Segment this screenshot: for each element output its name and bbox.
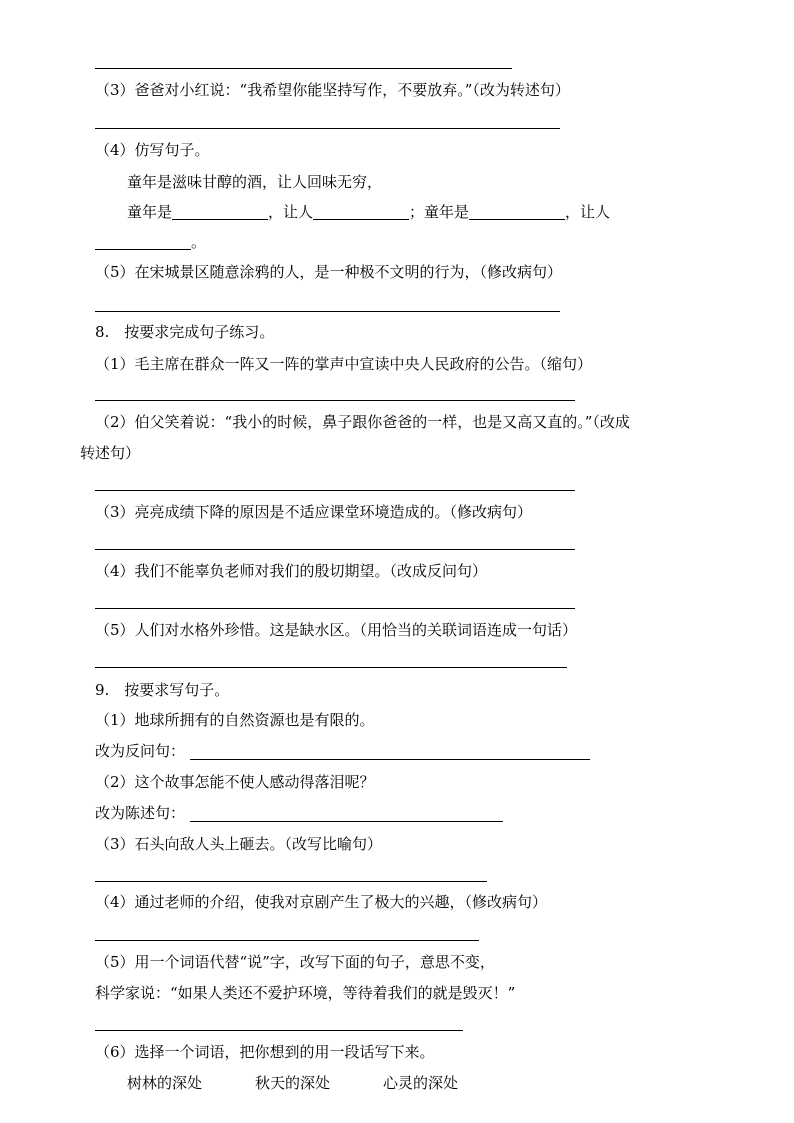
q8-item1: （1）毛主席在群众一阵又一阵的掌声中宣读中央人民政府的公告。（缩句） <box>95 355 593 373</box>
q9-item4: （4）通过老师的介绍，使我对京剧产生了极大的兴趣，（修改病句） <box>95 893 548 911</box>
q8-item5: （5）人们对水格外珍惜。这是缺水区。（用恰当的关联词语连成一句话） <box>95 621 578 639</box>
answer-line[interactable] <box>190 821 503 822</box>
q8-item4: （4）我们不能辜负老师对我们的殷切期望。（改成反问句） <box>95 562 488 580</box>
q9-item6-choice: 秋天的深处 <box>255 1074 331 1092</box>
q9-item6-choice: 树林的深处 <box>127 1074 203 1092</box>
fill-text: 童年是 <box>127 203 173 221</box>
q9-item2-prompt: 改为陈述句： <box>95 804 186 822</box>
answer-line[interactable] <box>190 759 590 760</box>
q7-item4-fill-end <box>95 232 206 252</box>
fill-text: ，让人 <box>565 203 611 221</box>
answer-line[interactable] <box>95 1030 463 1031</box>
q8-item3: （3）亮亮成绩下降的原因是不适应课堂环境造成的。（修改病句） <box>95 503 533 521</box>
fill-blank[interactable] <box>313 204 409 220</box>
answer-line[interactable] <box>95 881 487 882</box>
q9-item6: （6）选择一个词语，把你想到的用一段话写下来。 <box>95 1043 435 1061</box>
q9-item5-quote: 科学家说：“如果人类还不爱护环境，等待着我们的就是毁灭！” <box>95 984 516 1002</box>
answer-line[interactable] <box>95 68 512 69</box>
answer-line[interactable] <box>95 311 560 312</box>
q7-item4-example: 童年是滋味甘醇的酒，让人回味无穷， <box>127 173 383 191</box>
q9-item6-choice: 心灵的深处 <box>383 1074 459 1092</box>
fill-text: ；童年是 <box>409 203 470 221</box>
q8-title: 8. 按要求完成句子练习。 <box>95 323 275 341</box>
q9-item1: （1）地球所拥有的自然资源也是有限的。 <box>95 711 375 729</box>
q9-item5: （5）用一个词语代替“说”字，改写下面的句子，意思不变， <box>95 953 495 971</box>
q9-item3: （3）石头向敌人头上砸去。（改写比喻句） <box>95 835 383 853</box>
answer-line[interactable] <box>95 667 567 668</box>
q9-title: 9. 按要求写句子。 <box>95 681 230 699</box>
fill-text: 。 <box>191 233 207 251</box>
q9-item2: （2）这个故事怎能不使人感动得落泪呢？ <box>95 773 375 791</box>
answer-line[interactable] <box>95 549 575 550</box>
q9-item1-prompt: 改为反问句： <box>95 742 186 760</box>
fill-blank[interactable] <box>95 234 191 250</box>
answer-line[interactable] <box>95 490 575 491</box>
q8-item2-line1: （2）伯父笑着说：“我小的时候，鼻子跟你爸爸的一样，也是又高又直的。”（改成 <box>95 413 630 431</box>
q7-item4: （4）仿写句子。 <box>95 141 210 159</box>
q7-item3: （3）爸爸对小红说：“我希望你能坚持写作，不要放弃。”（改为转述句） <box>95 81 570 99</box>
q8-item2-line2: 转述句） <box>80 444 141 462</box>
fill-blank[interactable] <box>469 204 565 220</box>
fill-blank[interactable] <box>172 204 268 220</box>
answer-line[interactable] <box>95 608 575 609</box>
q7-item5: （5）在宋城景区随意涂鸦的人，是一种极不文明的行为，（修改病句） <box>95 263 563 281</box>
q7-item4-fill <box>127 202 610 222</box>
answer-line[interactable] <box>95 400 575 401</box>
answer-line[interactable] <box>95 128 560 129</box>
answer-line[interactable] <box>95 940 479 941</box>
fill-text: ，让人 <box>268 203 314 221</box>
